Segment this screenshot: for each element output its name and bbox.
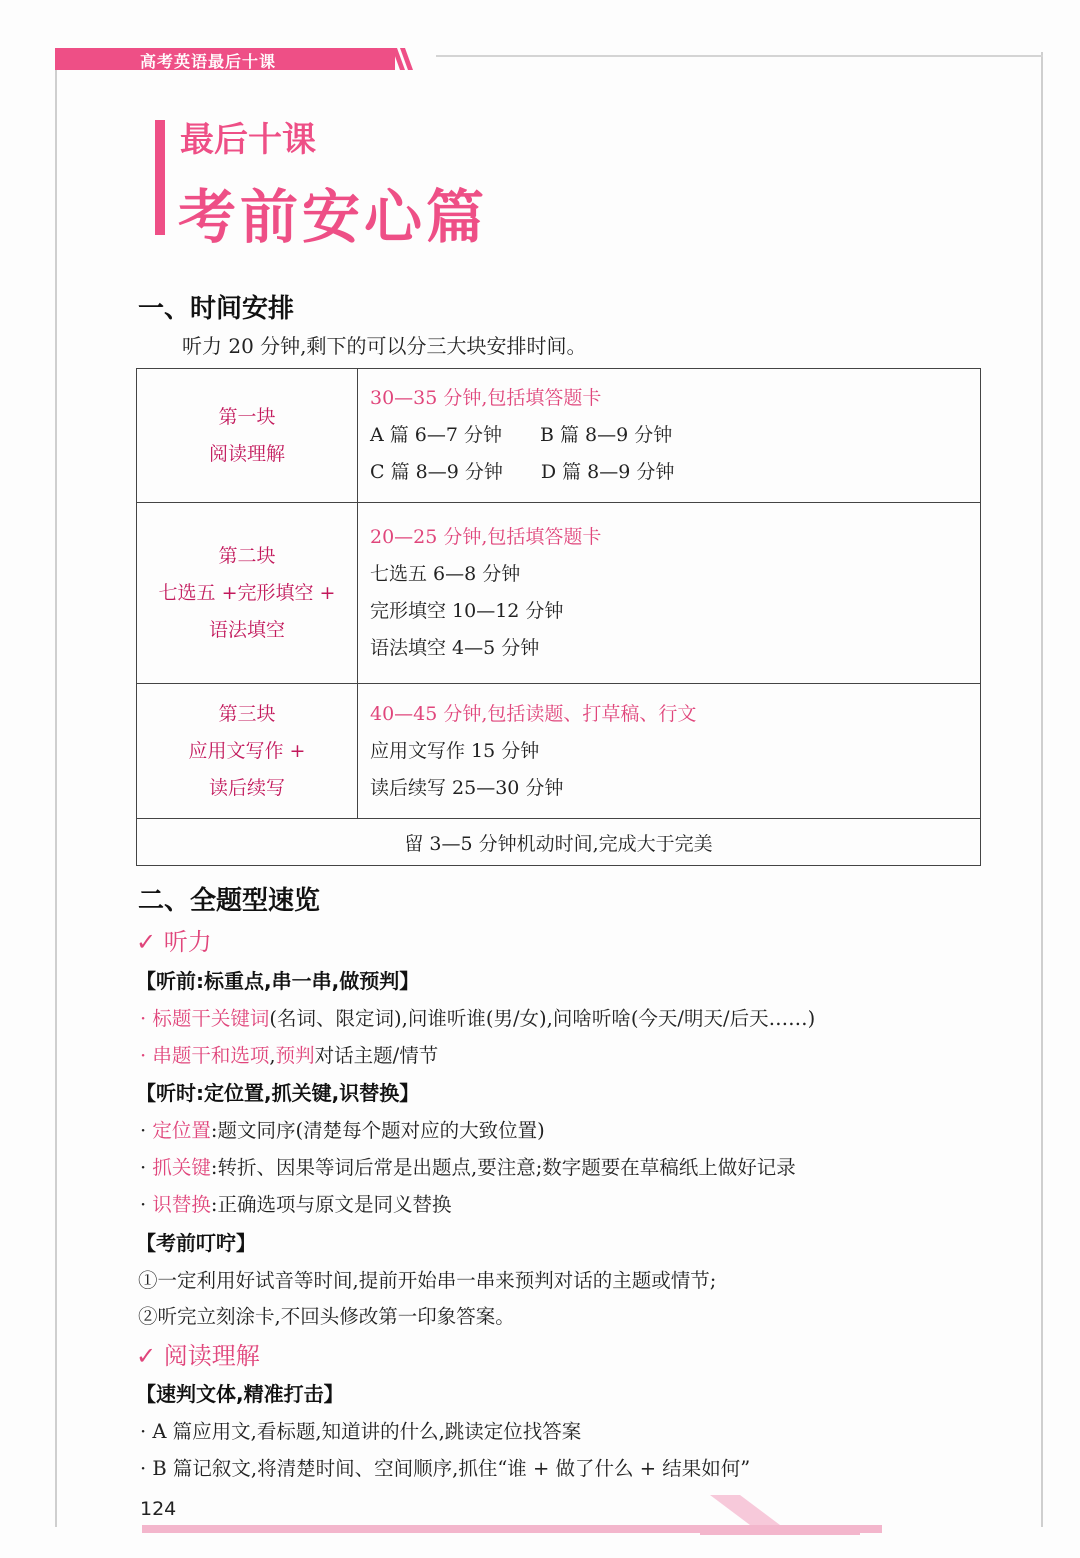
header-rule [436, 55, 1043, 57]
listening-title: ✓ 听力 [136, 928, 212, 956]
block-detail: 20—25 分钟,包括填答题卡 七选五 6—8 分钟 完形填空 10—12 分钟 语法填空 4—5 分钟 [358, 503, 981, 684]
table-row [137, 819, 981, 866]
checkmark-icon: ✓ [136, 1342, 157, 1370]
listening-tips: 【考前叮咛】 [136, 1231, 256, 1255]
checkmark-icon: ✓ [136, 928, 157, 956]
header-stripes [392, 48, 416, 70]
table-row [137, 684, 981, 819]
tip-1: ①一定利用好试音等时间,提前开始串一串来预判对话的主题或情节; [138, 1269, 717, 1292]
list-item: · 抓关键:转折、因果等词后常是出题点,要注意;数字题要在草稿纸上做好记录 [140, 1156, 796, 1179]
listening-during: 【听时:定位置,抓关键,识替换】 [136, 1081, 420, 1105]
book-title: 高考英语最后十课 [140, 52, 277, 71]
page-number: 124 [140, 1498, 177, 1520]
section2-heading: 二、全题型速览 [138, 886, 321, 916]
table-row [137, 503, 981, 684]
title-accent-bar [155, 120, 165, 235]
list-item: · B 篇记叙文,将清楚时间、空间顺序,抓住“谁 + 做了什么 + 结果如何” [140, 1457, 751, 1480]
title-big: 考前安心篇 [178, 183, 489, 251]
reading-title: ✓ 阅读理解 [136, 1342, 260, 1370]
list-item: · 定位置:题文同序(清楚每个题对应的大致位置) [140, 1119, 545, 1142]
table-footer: 留 3—5 分钟机动时间,完成大于完美 [137, 819, 981, 866]
block-label: 第三块 应用文写作 + 读后续写 [137, 684, 358, 819]
list-item: · 串题干和选项,预判对话主题/情节 [140, 1044, 439, 1067]
list-item: · 识替换:正确选项与原文是同义替换 [140, 1193, 452, 1216]
listening-before: 【听前:标重点,串一串,做预判】 [136, 969, 420, 993]
list-item: · 标题干关键词(名词、限定词),问谁听谁(男/女),问啥听啥(今天/明天/后天……) [140, 1007, 816, 1030]
section1-heading: 一、时间安排 [138, 294, 295, 324]
title-small: 最后十课 [180, 120, 316, 160]
schedule-table [136, 368, 981, 866]
tip-2: ②听完立刻涂卡,不回头修改第一印象答案。 [138, 1305, 515, 1328]
block-label: 第二块 七选五 +完形填空 + 语法填空 [137, 503, 358, 684]
block-label: 第一块 阅读理解 [137, 369, 358, 503]
reading-quick: 【速判文体,精准打击】 [136, 1382, 344, 1406]
block-detail: 40—45 分钟,包括读题、打草稿、行文 应用文写作 15 分钟 读后续写 25—30 分钟 [358, 684, 981, 819]
block-detail: 30—35 分钟,包括填答题卡 A 篇 6—7 分钟 B 篇 8—9 分钟 C 篇 8—9 分钟 D 篇 8—9 分钟 [358, 369, 981, 503]
section1-intro: 听力 20 分钟,剩下的可以分三大块安排时间。 [182, 334, 587, 358]
bottom-bar [142, 1525, 882, 1533]
list-item: · A 篇应用文,看标题,知道讲的什么,跳读定位找答案 [140, 1420, 582, 1443]
table-row [137, 369, 981, 503]
